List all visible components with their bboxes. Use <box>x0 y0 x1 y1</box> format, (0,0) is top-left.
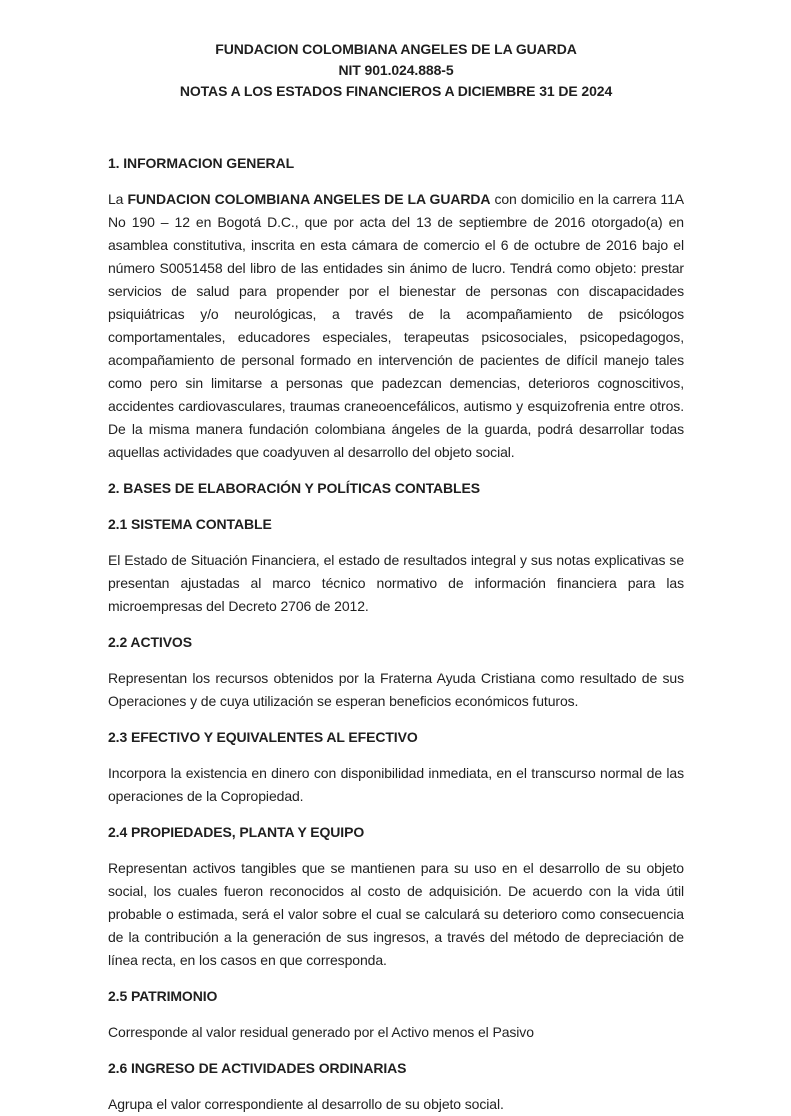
section-patrimonio <box>108 985 684 1044</box>
paragraph-efectivo-equivalentes: Incorpora la existencia en dinero con disponibilidad inmediata, en el transcurso normal de las operaciones de la Copropiedad. <box>108 765 684 804</box>
paragraph-propiedades-planta-equipo: Representan activos tangibles que se mantienen para su uso en el desarrollo de su objeto social, los cuales fueron reconocidos al costo de adquisición. De acuerdo con la vida útil probable o estimada, será el valor sobre el cual se calculará su deterioro como consecuencia de la contribución a la generación de sus ingresos, a través del método de depreciación de línea recta, en los casos en que corresponda. <box>108 860 684 968</box>
paragraph-sistema-contable: El Estado de Situación Financiera, el estado de resultados integral y sus notas explicativas se presentan ajustadas al marco técnico normativo de información financiera para las microempresas del Decreto 2706 de 2012. <box>108 552 684 614</box>
section-heading-ingreso-actividades-ordinarias: 2.6 INGRESO DE ACTIVIDADES ORDINARIAS <box>108 1060 407 1076</box>
paragraph-patrimonio: Corresponde al valor residual generado por el Activo menos el Pasivo <box>108 1024 534 1040</box>
section-heading-sistema-contable: 2.1 SISTEMA CONTABLE <box>108 516 272 532</box>
section-sistema-contable <box>108 513 684 618</box>
paragraph-informacion-general <box>108 188 684 464</box>
section-heading-bases-elaboracion: 2. BASES DE ELABORACIÓN Y POLÍTICAS CONTABLES <box>108 480 480 496</box>
intro-rest: con domicilio en la carrera 11A No 190 – 12 en Bogotá D.C., que por acta del 13 de septiembre de 2016 otorgado(a) en asamblea constitutiva, inscrita en esta cámara de comercio el 6 de octubre de 2016 bajo el número S0051458 del libro de las entidades sin ánimo de lucro. Tendrá como objeto: prestar servicios de salud para propender por el bienestar de personas con discapacidades psiquiátricas y/o neurológicas, a través de la acompañamiento de psicólogos comportamentales, educadores especiales, terapeutas psicosociales, psicopedagogos, acompañamiento de personal formado en intervención de pacientes de difícil manejo tales como pero sin limitarse a personas que padezcan demencias, deterioros cognoscitivos, accidentes cardiovasculares, traumas craneoencefálicos, autismo y esquizofrenia entre otros. De la misma manera fundación colombiana ángeles de la guarda, podrá desarrollar todas aquellas actividades que coadyuven al desarrollo del objeto social. <box>108 191 685 460</box>
section-heading-efectivo-equivalentes: 2.3 EFECTIVO Y EQUIVALENTES AL EFECTIVO <box>108 729 418 745</box>
section-heading-propiedades-planta-equipo: 2.4 PROPIEDADES, PLANTA Y EQUIPO <box>108 824 365 840</box>
section-efectivo-equivalentes <box>108 726 684 808</box>
section-bases-elaboracion <box>108 477 684 500</box>
org-name-bold: FUNDACION COLOMBIANA ANGELES DE LA GUARDA <box>127 191 491 207</box>
section-ingreso-actividades-ordinarias <box>108 1057 684 1116</box>
section-heading-activos: 2.2 ACTIVOS <box>108 634 192 650</box>
section-heading-patrimonio: 2.5 PATRIMONIO <box>108 988 218 1004</box>
document-header <box>108 39 684 102</box>
section-informacion-general <box>108 152 684 464</box>
intro-prefix: La <box>108 191 128 207</box>
section-propiedades-planta-equipo <box>108 821 684 972</box>
org-name-title: FUNDACION COLOMBIANA ANGELES DE LA GUARDA <box>215 41 577 57</box>
paragraph-activos: Representan los recursos obtenidos por la Fraterna Ayuda Cristiana como resultado de sus Operaciones y de cuya utilización se esperan beneficios económicos futuros. <box>108 670 684 709</box>
paragraph-ingreso-actividades-ordinarias: Agrupa el valor correspondiente al desarrollo de su objeto social. <box>108 1096 504 1112</box>
section-heading-informacion-general: 1. INFORMACION GENERAL <box>108 155 295 171</box>
doc-title: NOTAS A LOS ESTADOS FINANCIEROS A DICIEMBRE 31 DE 2024 <box>179 83 613 99</box>
section-activos <box>108 631 684 713</box>
nit-line: NIT 901.024.888-5 <box>338 62 454 78</box>
